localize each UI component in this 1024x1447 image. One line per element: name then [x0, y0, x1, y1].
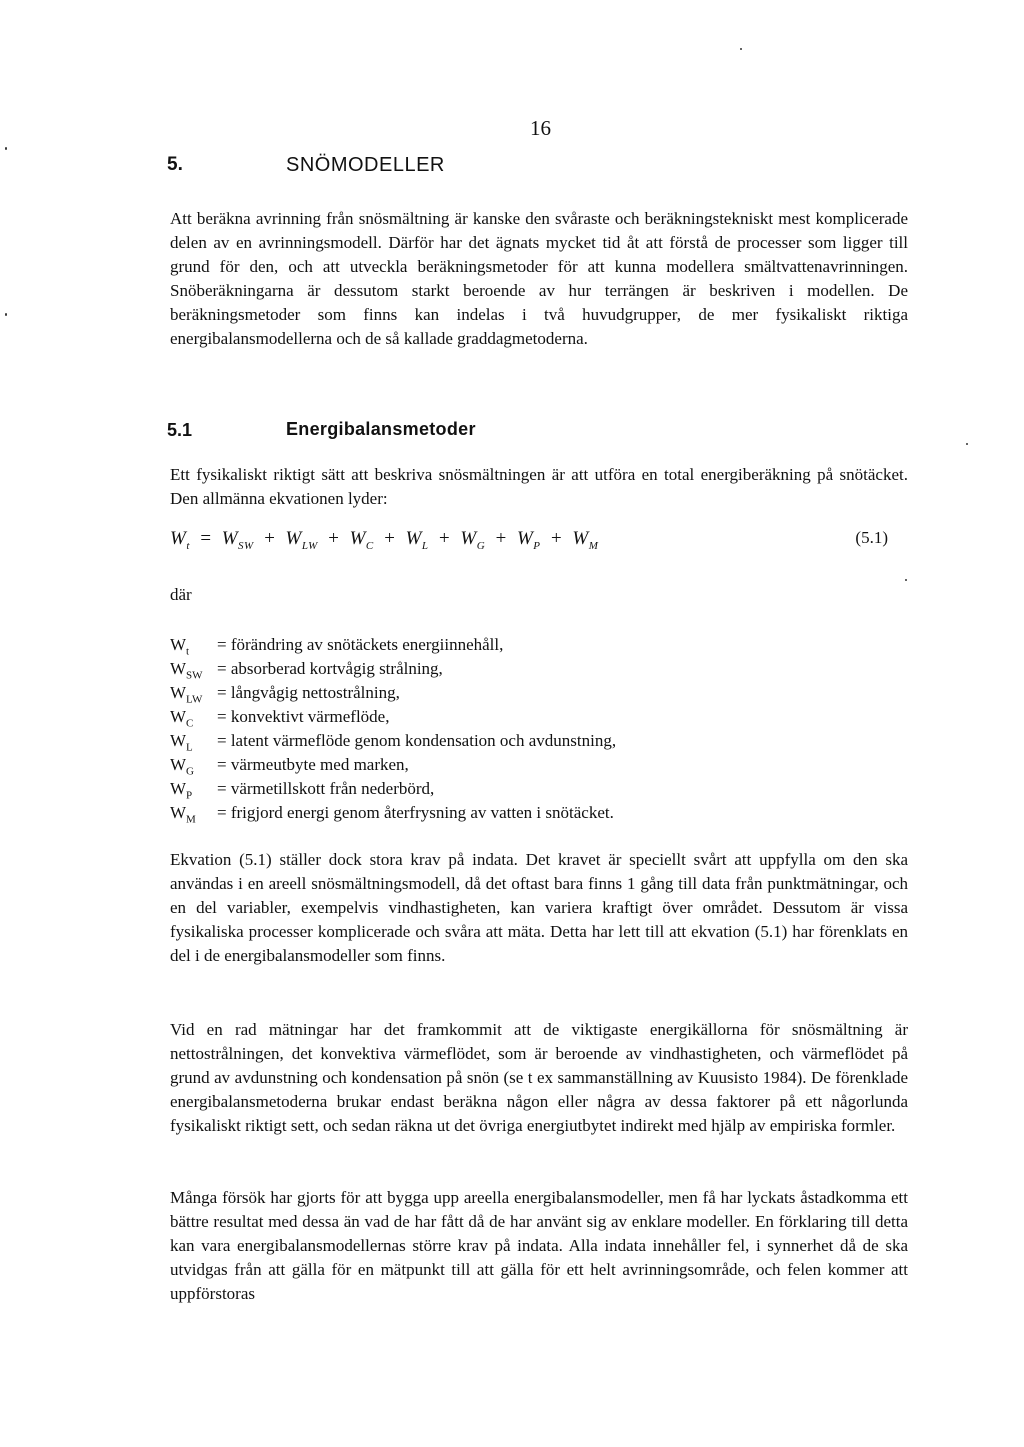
definition-row	[170, 705, 910, 729]
definition-symbol: $W_t$	[170, 635, 190, 658]
subsection-number: 5.1	[167, 420, 193, 440]
energy-sources-paragraph: Vid en rad mätningar har det framkommit att de viktigaste energikällorna för snösmältning är nettostrålningen, det konvektiva värmeflödet, som är beroende av vindhastigheten, och värmeflödet på grund av avdunstning och kondensation på snön (se t ex sammanställning av Kuusisto 1984). De förenklade energibalansmetoderna brukar endast beräkna någon eller några av dessa faktorer på ett någorlunda fysikaliskt riktigt sett, och sedan räkna ut det övriga energiutbytet indirekt med hjälp av empiriska formler.	[170, 1020, 908, 1135]
definition-row	[170, 753, 910, 777]
definition-row	[170, 657, 910, 681]
equation-term: $W_L$	[405, 528, 429, 552]
definition-text: = värmeutbyte med marken,	[217, 755, 409, 774]
equation-term: $W_{SW}$	[221, 528, 254, 552]
where-label: där	[170, 585, 192, 604]
definition-symbol: $W_G$	[170, 755, 194, 778]
definition-row	[170, 777, 910, 801]
definition-symbol: $W_P$	[170, 779, 193, 802]
energy-balance-equation	[170, 528, 908, 562]
definition-symbol: $W_M$	[170, 803, 196, 826]
definition-symbol: $W_{SW}$	[170, 659, 203, 682]
equation-formula: $W_t = W_{SW} + W_{LW} + W_C + W_L + W_G + W_P + W_M$	[170, 528, 599, 552]
equation-term: $W_P$	[516, 528, 541, 552]
variable-definitions	[170, 633, 910, 825]
definition-symbol: $W_C$	[170, 707, 194, 730]
definition-text: = förändring av snötäckets energiinnehåll,	[217, 635, 504, 654]
definition-symbol: $W_{LW}$	[170, 683, 203, 706]
definition-text: = långvågig nettostrålning,	[217, 683, 400, 702]
section-title: SNÖMODELLER	[286, 154, 445, 176]
definition-text: = frigjord energi genom återfrysning av vatten i snötäcket.	[217, 803, 614, 822]
definition-text: = värmetillskott från nederbörd,	[217, 779, 435, 798]
definition-text: = absorberad kortvågig strålning,	[217, 659, 443, 678]
definition-row	[170, 729, 910, 753]
energy-intro-paragraph: Ett fysikaliskt riktigt sätt att beskriva snösmältningen är att utföra en total energiberäkning på snötäcket. Den allmänna ekvationen lyder:	[170, 465, 908, 508]
scan-speck	[5, 313, 7, 316]
page-number: 16	[530, 116, 551, 140]
definition-symbol: $W_L$	[170, 731, 193, 754]
equation-number: (5.1)	[855, 528, 888, 547]
equation-discussion-paragraph: Ekvation (5.1) ställer dock stora krav på indata. Det kravet är speciellt svårt att uppfylla om den ska användas i en areell snösmältningsmodell, då det oftast bara finns 1 gång till data från punktmätningar, och en del variabler, exempelvis vindhastigheten, kan variera kraftigt över området. Dessutom är vissa fysikaliska processer komplicerade och svåra att mäta. Detta har lett till att ekvation (5.1) har förenklats en del i de energibalansmodeller som finns.	[170, 850, 908, 965]
equation-term: $W_M$	[572, 528, 599, 552]
equation-lhs: $W_t$	[170, 528, 190, 552]
scan-speck	[740, 48, 742, 50]
equation-term: $W_G$	[460, 528, 486, 552]
scan-speck	[5, 147, 7, 150]
scan-speck	[905, 579, 907, 581]
models-paragraph: Många försök har gjorts för att bygga upp areella energibalansmodeller, men få har lyckats åstadkomma ett bättre resultat med dessa än vad de har fått då de har använt sig av enklare modeller. En förklaring till detta kan vara energibalansmodellernas större krav på indata. Alla indata innehåller fel, i synnerhet då de ska utvidgas från att gälla för en mätpunkt till att gälla för ett helt avrinningsområde, och felen kommer att uppförstoras	[170, 1188, 908, 1303]
scan-speck	[966, 443, 968, 445]
definition-text: = latent värmeflöde genom kondensation och avdunstning,	[217, 731, 617, 750]
definition-row	[170, 633, 910, 657]
section-number: 5.	[167, 154, 183, 175]
equation-term: $W_{LW}$	[285, 528, 318, 552]
subsection-title: Energibalansmetoder	[286, 419, 476, 439]
definition-row	[170, 801, 910, 825]
equation-term: $W_C$	[349, 528, 374, 552]
definition-text: = konvektivt värmeflöde,	[217, 707, 390, 726]
intro-paragraph: Att beräkna avrinning från snösmältning är kanske den svåraste och beräkningstekniskt mest komplicerade delen av en avrinningsmodell. Därför har det ägnats mycket tid åt att förstå de processer som ligger till grund för den, och att utveckla beräkningsmetoder för att kunna modellera smältvattenavrinningen. Snöberäkningarna är dessutom starkt beroende av hur terrängen är beskriven i modellen. De beräkningsmetoder som finns kan indelas i två huvudgrupper, de mer fysikaliskt riktiga energibalansmodellerna och de så kallade graddagmetoderna.	[170, 209, 908, 348]
definition-row	[170, 681, 910, 705]
